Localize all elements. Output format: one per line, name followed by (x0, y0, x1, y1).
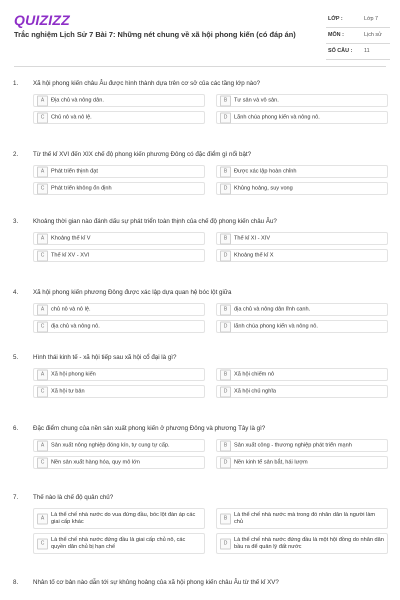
option-text: Chủ nô và nô lệ. (51, 114, 92, 120)
option-letter: B (220, 233, 231, 244)
meta-label: LỚP : (328, 16, 343, 22)
option-letter: B (220, 513, 231, 524)
option-text: Xã hội phong kiến (51, 371, 96, 377)
option-text: Khoảng thế kỉ V (51, 235, 91, 241)
answer-option-d[interactable] (216, 182, 388, 195)
worksheet-title: Trắc nghiệm Lịch Sử 7 Bài 7: Những nét chung về xã hội phong kiến (có đáp án) (14, 30, 296, 39)
option-text: Địa chủ và nông dân. (51, 97, 104, 103)
answer-option-c[interactable] (33, 456, 205, 469)
option-text: lãnh chúa phong kiến và nông nô. (234, 323, 318, 329)
option-letter: A (37, 513, 48, 524)
answer-option-c[interactable] (33, 533, 205, 554)
option-text: Thế kỉ XV - XVI (51, 252, 90, 258)
option-text: Tư sản và vô sản. (234, 97, 279, 103)
question-number: 7. (13, 494, 19, 501)
answer-option-a[interactable] (33, 439, 205, 452)
option-letter: C (37, 538, 48, 549)
option-text: Là thể chế nhà nước mà trong đó nhân dân là người làm chủ (234, 511, 376, 525)
option-letter: B (220, 166, 231, 177)
answer-option-d[interactable] (216, 533, 388, 554)
option-letter: A (37, 369, 48, 380)
option-letter: C (37, 112, 48, 123)
option-letter: B (220, 369, 231, 380)
answer-option-d[interactable] (216, 320, 388, 333)
option-letter: D (220, 386, 231, 397)
question-text: Xã hội phong kiến phương Đông được xác lập dựa quan hệ bóc lột giữa (33, 289, 232, 296)
option-letter: D (220, 321, 231, 332)
answer-option-a[interactable] (33, 165, 205, 178)
answer-option-b[interactable] (216, 165, 388, 178)
option-text: Xã hội tư bản (51, 388, 85, 394)
option-text: Nền kinh tế sản bắt, hái lượm (234, 459, 308, 465)
question-text: Từ thế kỉ XVI đến XIX chế độ phong kiến phương Đông có đặc điểm gì nổi bật? (33, 151, 252, 158)
worksheet-header (0, 0, 400, 68)
option-letter: C (37, 183, 48, 194)
meta-value: Lớp 7 (364, 16, 379, 22)
option-letter: A (37, 233, 48, 244)
option-text: Phát triển không ổn định (51, 185, 112, 191)
meta-value: Lịch sử (364, 32, 382, 38)
option-text: chủ nô và nô lệ. (51, 306, 91, 312)
question-text: Đặc điểm chung của nền sản xuất phong kiến ở phương Đông và phương Tây là gì? (33, 425, 266, 432)
answer-option-a[interactable] (33, 303, 205, 316)
answer-option-c[interactable] (33, 249, 205, 262)
answer-option-d[interactable] (216, 456, 388, 469)
answer-option-b[interactable] (216, 303, 388, 316)
meta-row-subject (326, 28, 390, 44)
option-letter: D (220, 250, 231, 261)
question-number: 6. (13, 425, 19, 432)
answer-option-c[interactable] (33, 111, 205, 124)
meta-row-count (326, 44, 390, 60)
answer-option-d[interactable] (216, 249, 388, 262)
quizizz-logo: QUIZIZZ (14, 12, 70, 28)
option-text: Xã hội chủ nghĩa (234, 388, 276, 394)
meta-value: 11 (364, 48, 370, 54)
question-number: 1. (13, 80, 19, 87)
answer-option-d[interactable] (216, 385, 388, 398)
option-letter: D (220, 112, 231, 123)
question-text: Thế nào là chế độ quân chủ? (33, 494, 114, 501)
option-letter: D (220, 457, 231, 468)
answer-option-a[interactable] (33, 94, 205, 107)
answer-option-c[interactable] (33, 385, 205, 398)
option-text: Nền sản xuất hàng hóa, quy mô lớn (51, 459, 140, 465)
answer-option-b[interactable] (216, 508, 388, 529)
answer-option-a[interactable] (33, 368, 205, 381)
option-letter: A (37, 166, 48, 177)
answer-option-a[interactable] (33, 508, 205, 529)
option-letter: D (220, 183, 231, 194)
question-text: Khoảng thời gian nào đánh dấu sự phát triển toàn thịnh của chế độ phong kiến châu Âu? (33, 218, 277, 225)
option-letter: A (37, 304, 48, 315)
question-text: Hình thái kinh tế - xã hội tiếp sau xã hội cổ đại là gì? (33, 354, 177, 361)
answer-option-b[interactable] (216, 94, 388, 107)
worksheet-meta (326, 12, 390, 60)
answer-option-d[interactable] (216, 111, 388, 124)
option-letter: C (37, 386, 48, 397)
question-number: 8. (13, 579, 19, 586)
answer-option-c[interactable] (33, 320, 205, 333)
option-text: Sản xuất công - thương nghiệp phát triển mạnh (234, 442, 352, 448)
answer-option-b[interactable] (216, 368, 388, 381)
meta-row-class (326, 12, 390, 28)
answer-option-a[interactable] (33, 232, 205, 245)
option-text: Khoảng thế kỉ X (234, 252, 274, 258)
option-text: Là thể chế nhà nước đứng đầu là một hội đồng do nhân dân bầu ra để quản lý đất nước (234, 536, 384, 550)
option-letter: C (37, 321, 48, 332)
question-text: Nhân tố cơ bản nào dẫn tới sự khủng hoảng của xã hội phong kiến châu Âu từ thế kỉ XV? (33, 579, 279, 586)
option-text: Xã hội chiếm nô (234, 371, 275, 377)
question-number: 2. (13, 151, 19, 158)
question-text: Xã hội phong kiến châu Âu được hình thành dựa trên cơ sở của các tầng lớp nào? (33, 80, 261, 87)
question-number: 5. (13, 354, 19, 361)
question-number: 4. (13, 289, 19, 296)
option-text: Sản xuất nông nghiệp đóng kín, tự cung tự cấp. (51, 442, 170, 448)
option-text: địa chủ và nông dân lĩnh canh. (234, 306, 311, 312)
answer-option-b[interactable] (216, 232, 388, 245)
option-letter: A (37, 440, 48, 451)
question-number: 3. (13, 218, 19, 225)
meta-label: SỐ CÂU : (328, 48, 353, 54)
option-text: Thế kỉ XI - XIV (234, 235, 271, 241)
option-letter: A (37, 95, 48, 106)
option-text: Khủng hoảng, suy vong (234, 185, 293, 191)
option-letter: C (37, 250, 48, 261)
option-letter: C (37, 457, 48, 468)
meta-label: MÔN : (328, 32, 344, 38)
option-text: Phát triển thịnh đạt (51, 168, 98, 174)
option-text: Là thể chế nhà nước đứng đầu là giai cấp chủ nô, các quyền dân chủ bị hạn chế (51, 536, 186, 550)
option-letter: B (220, 440, 231, 451)
option-letter: B (220, 95, 231, 106)
option-text: Là thể chế nhà nước do vua đứng đầu, bóc lột đàn áp các giai cấp khác (51, 511, 196, 525)
option-text: Được xác lập hoàn chỉnh (234, 168, 297, 174)
answer-option-b[interactable] (216, 439, 388, 452)
option-letter: B (220, 304, 231, 315)
option-letter: D (220, 538, 231, 549)
option-text: địa chủ và nông nô. (51, 323, 100, 329)
option-text: Lãnh chúa phong kiến và nông nô. (234, 114, 320, 120)
header-divider (14, 66, 386, 67)
answer-option-c[interactable] (33, 182, 205, 195)
